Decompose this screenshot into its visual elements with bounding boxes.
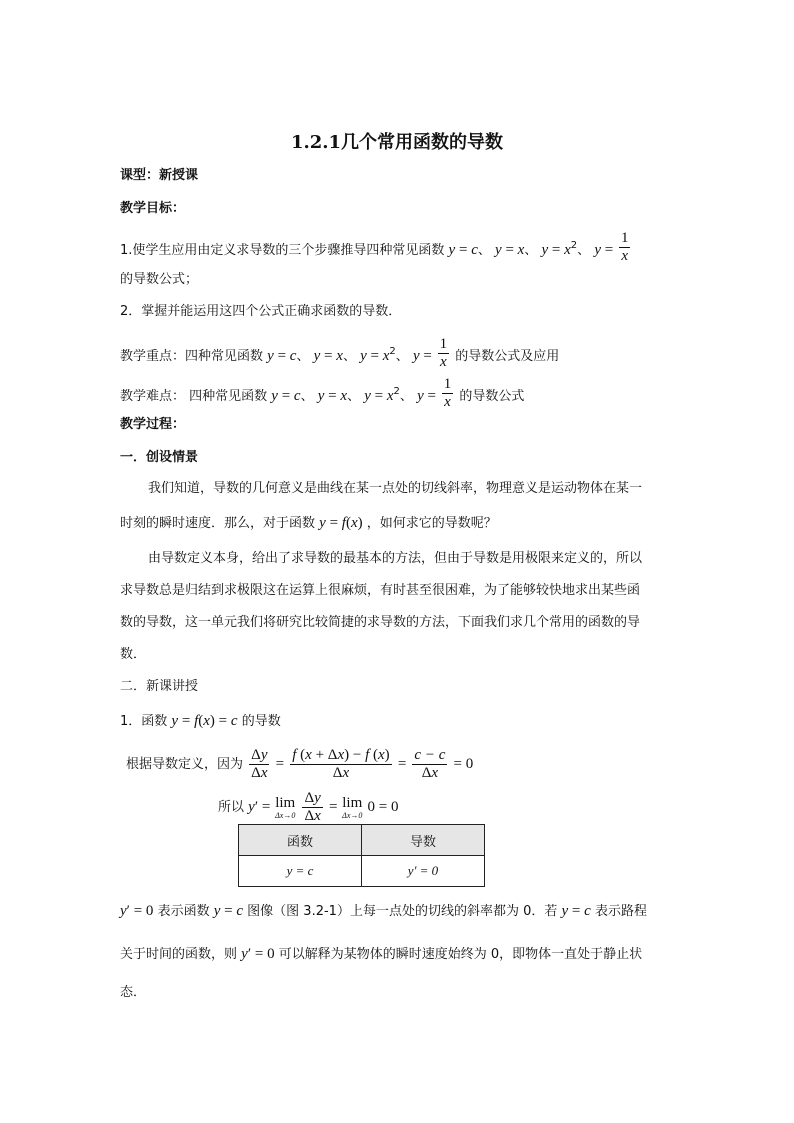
para-2-line-2: 求导数总是归结到求极限这在运算上很麻烦，有时甚至很困难，为了能够较快地求出某些函 xyxy=(120,583,641,598)
page-title: 1.2.1几个常用函数的导数 xyxy=(290,132,504,153)
teaching-difficulty: 教学难点： 四种常见函数 y = c、 y = x、 $y = x^2$、 y = $\frac{1}{x}$ 的导数公式 xyxy=(120,376,525,410)
objective-1-suffix: 的导数公式； xyxy=(120,272,199,287)
item-1-heading: 1．函数 y = f(x) = c 的导数 xyxy=(120,713,281,729)
objective-2: 2．掌握并能运用这四个公式正确求函数的导数． xyxy=(120,304,402,319)
table-cell-function: y = c xyxy=(239,856,362,887)
table-header-function: 函数 xyxy=(239,825,362,856)
objective-1: 1.使学生应用由定义求导数的三个步骤推导四种常见函数 y = c、 y = x、 $y = x^2$、 y = $\frac{1}{x}$ xyxy=(120,230,629,264)
para-2-line-1: 由导数定义本身，给出了求导数的最基本的方法，但由于导数是用极限来定义的，所以 xyxy=(148,551,643,566)
text-line-1: y′ = 0 表示函数 y = c 图像（图 3.2-1）上每一点处的切线的斜率都为 0．若 y = c 表示路程 xyxy=(120,903,647,919)
para-1-line-2: 时刻的瞬时速度．那么，对于函数 y = f(x) ，如何求它的导数呢？ xyxy=(120,515,497,531)
para-2-line-4: 数． xyxy=(120,647,147,662)
para-1-line-1: 我们知道，导数的几何意义是曲线在某一点处的切线斜率，物理意义是运动物体在某一 xyxy=(148,481,643,496)
derivative-definition: 根据导数定义，因为 $\frac{\Delta y}{\Delta x}$ = $\frac{f (x + \Delta x) - f (x)}{\Delta x}$ = $\frac{c - c}{\Delta x}$ = 0 xyxy=(126,747,474,781)
teaching-focus: 教学重点：四种常见函数 y = c、 y = x、 $y = x^2$、 y = $\frac{1}{x}$ 的导数公式及应用 xyxy=(120,336,560,370)
process-heading: 教学过程： xyxy=(120,417,186,432)
para-2-line-3: 数的导数，这一单元我们将研究比较简捷的求导数的方法，下面我们求几个常用的函数的导 xyxy=(120,615,641,630)
objectives-heading: 教学目标： xyxy=(120,201,186,216)
table-header-derivative: 导数 xyxy=(362,825,485,856)
section-1-heading: 一．创设情景 xyxy=(120,450,199,465)
limit-result: 所以 y′ = lim Δx→0 $\frac{\Delta y}{\Delta x}$ = lim Δx→0 0 = 0 xyxy=(218,790,399,824)
course-type: 课型：新授课 xyxy=(120,168,199,183)
text-line-2: 关于时间的函数，则 y′ = 0 可以解释为某物体的瞬时速度始终为 0，即物体一直处于静止状 xyxy=(120,946,643,962)
text-line-3: 态． xyxy=(120,985,147,1000)
section-2-heading: 二．新课讲授 xyxy=(120,679,199,694)
derivative-table xyxy=(238,824,485,887)
table-cell-derivative: y′ = 0 xyxy=(362,856,485,887)
